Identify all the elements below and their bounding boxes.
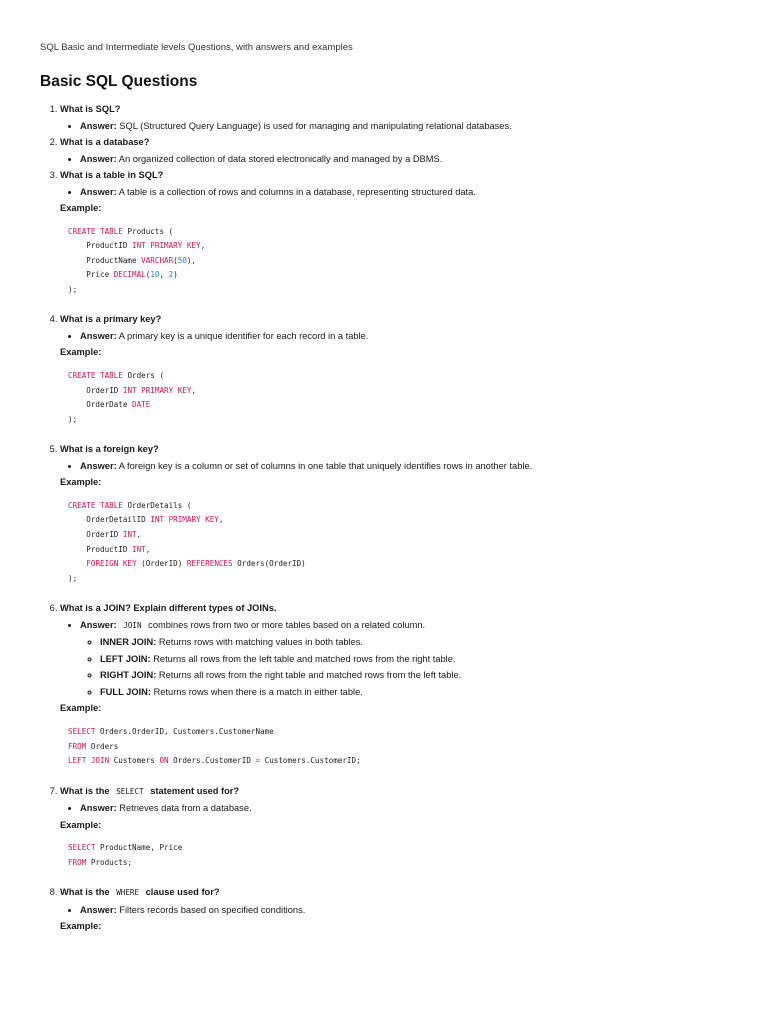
answer-list xyxy=(60,617,728,701)
code-text: Customers.CustomerID; xyxy=(260,756,361,766)
example-label: Example: xyxy=(60,203,102,213)
code-text: Orders xyxy=(86,741,119,751)
answer-label: Answer: xyxy=(80,904,117,915)
join-type-item xyxy=(100,651,728,668)
code-line xyxy=(68,386,196,395)
answer-label: Answer: xyxy=(80,460,117,471)
question-item xyxy=(60,600,728,768)
code-text: ), xyxy=(186,255,197,265)
question-item xyxy=(60,167,728,297)
answer-list xyxy=(60,118,728,135)
question-text-pre: What is the xyxy=(60,887,110,898)
code-line xyxy=(68,241,205,250)
answer-item xyxy=(80,184,728,201)
code-text: ); xyxy=(68,573,78,583)
code-text: Orders.CustomerID xyxy=(168,756,256,766)
code-number: 10 xyxy=(150,270,160,280)
code-line xyxy=(68,501,191,510)
code-keyword: CREATE TABLE xyxy=(68,370,123,380)
join-type-text: Returns rows when there is a match in either table. xyxy=(153,686,363,697)
code-text: OrderDetailID xyxy=(68,515,151,525)
code-keyword: FROM xyxy=(68,857,87,867)
code-keyword: CREATE TABLE xyxy=(68,500,123,510)
join-type-label: INNER JOIN: xyxy=(100,637,157,648)
answer-item xyxy=(80,118,728,135)
question-text: What is a foreign key? xyxy=(60,444,159,455)
question-text-pre: What is the xyxy=(60,785,110,796)
code-text: ) xyxy=(173,270,178,280)
code-keyword: = xyxy=(255,756,261,766)
code-text: ProductID xyxy=(68,544,133,554)
code-text: ( xyxy=(173,255,178,265)
example-label: Example: xyxy=(60,477,102,488)
question-text: What is a database? xyxy=(60,137,150,147)
code-text: ( xyxy=(145,270,151,280)
question-list xyxy=(40,101,728,935)
question-item xyxy=(60,783,728,871)
answer-list xyxy=(60,458,728,475)
answer-label: Answer: xyxy=(80,120,117,131)
code-text: OrderID xyxy=(68,530,123,540)
answer-label: Answer: xyxy=(80,619,117,630)
question-text-post: clause used for? xyxy=(145,887,220,898)
answer-label: Answer: xyxy=(80,186,117,197)
inline-code-where: WHERE xyxy=(116,888,140,898)
code-text: ProductName xyxy=(68,255,142,265)
code-text: OrderID xyxy=(68,385,123,395)
answer-item xyxy=(80,328,728,345)
code-line xyxy=(68,227,173,236)
answer-text: A table is a collection of rows and columns in a database, representing structured data. xyxy=(118,186,476,197)
code-line xyxy=(68,742,118,751)
code-text: , xyxy=(136,530,142,540)
code-keyword: FOREIGN KEY xyxy=(86,559,137,569)
question-text: What is a JOIN? Explain different types of JOINs. xyxy=(60,603,277,614)
code-text: Orders ( xyxy=(122,370,165,380)
question-item xyxy=(60,101,728,134)
code-text: Products; xyxy=(86,857,133,867)
code-line xyxy=(68,530,141,539)
code-line xyxy=(68,574,77,583)
code-text: , xyxy=(145,544,151,554)
join-type-item xyxy=(100,667,728,684)
code-keyword: INT xyxy=(132,544,146,554)
code-text: , xyxy=(200,241,206,251)
code-keyword: SELECT xyxy=(68,726,96,736)
answer-list xyxy=(60,328,728,345)
answer-item xyxy=(80,800,728,817)
code-line xyxy=(68,256,196,265)
code-block-select xyxy=(68,841,728,870)
join-type-text: Returns all rows from the left table and matched rows from the right table. xyxy=(153,653,456,664)
join-type-label: LEFT JOIN: xyxy=(100,653,151,664)
code-line xyxy=(68,727,274,736)
answer-text: A foreign key is a column or set of columns in one table that uniquely identifies rows in another table. xyxy=(118,460,533,471)
code-keyword: CREATE TABLE xyxy=(68,226,123,236)
inline-code-select: SELECT xyxy=(116,786,144,796)
code-line xyxy=(68,545,150,554)
join-type-item xyxy=(100,684,728,701)
code-block-orders xyxy=(68,369,728,427)
join-type-item xyxy=(100,634,728,651)
question-text: What is SQL? xyxy=(60,104,121,114)
question-text xyxy=(60,786,239,796)
answer-list xyxy=(60,800,728,817)
answer-item xyxy=(80,151,728,168)
answer-label: Answer: xyxy=(80,330,117,341)
answer-text: An organized collection of data stored electronically and managed by a DBMS. xyxy=(118,153,443,164)
code-text: , xyxy=(191,385,197,395)
code-keyword: INT xyxy=(122,530,137,540)
code-text: ); xyxy=(68,414,78,424)
code-keyword: LEFT JOIN xyxy=(68,756,110,766)
question-text: What is a primary key? xyxy=(60,314,162,325)
code-text: Price xyxy=(68,270,114,280)
answer-label: Answer: xyxy=(80,153,117,164)
answer-text: Retrieves data from a database. xyxy=(119,803,252,814)
code-keyword: SELECT xyxy=(68,843,96,853)
code-text: ); xyxy=(68,284,78,294)
answer-item xyxy=(80,458,728,475)
join-types-list xyxy=(80,634,728,700)
code-text: OrderDate xyxy=(68,400,133,410)
code-text: Products ( xyxy=(122,226,174,236)
answer-text: combines rows from two or more tables based on a related column. xyxy=(148,619,426,630)
code-line xyxy=(68,270,178,279)
question-text-post: statement used for? xyxy=(150,785,240,796)
question-item xyxy=(60,311,728,427)
code-keyword: ON xyxy=(159,756,169,766)
code-line xyxy=(68,756,361,765)
code-text: OrderDetails ( xyxy=(122,500,192,510)
code-number: 50 xyxy=(177,255,187,265)
code-text: , xyxy=(159,270,169,280)
join-type-text: Returns all rows from the right table and matched rows from the left table. xyxy=(158,670,462,681)
answer-text: A primary key is a unique identifier for each record in a table. xyxy=(118,330,369,341)
answer-label: Answer: xyxy=(80,803,117,814)
answer-text: Filters records based on specified conditions. xyxy=(119,904,306,915)
document-header: SQL Basic and Intermediate levels Questions, with answers and examples xyxy=(40,42,353,53)
answer-list xyxy=(60,151,728,168)
example-label: Example: xyxy=(60,819,102,830)
code-text: , xyxy=(218,515,224,525)
example-label: Example: xyxy=(60,347,102,358)
code-text: Orders(OrderID) xyxy=(232,559,306,569)
code-line xyxy=(68,858,132,867)
code-text: Customers xyxy=(109,756,160,766)
section-title: Basic SQL Questions xyxy=(40,73,198,90)
question-item xyxy=(60,884,728,935)
answer-item xyxy=(80,902,728,919)
code-text xyxy=(68,559,86,568)
code-line xyxy=(68,285,77,294)
code-line xyxy=(68,415,77,424)
code-keyword: INT PRIMARY KEY xyxy=(132,241,201,251)
code-text: ProductID xyxy=(68,241,133,251)
code-text: (OrderID) xyxy=(136,559,187,569)
example-label: Example: xyxy=(60,703,102,714)
answer-list xyxy=(60,902,728,919)
join-type-label: RIGHT JOIN: xyxy=(100,670,157,681)
code-line xyxy=(68,515,223,524)
question-item xyxy=(60,441,728,586)
inline-code-join: JOIN xyxy=(123,620,142,630)
code-number: 2 xyxy=(168,270,174,280)
example-label: Example: xyxy=(60,921,102,932)
code-keyword: DECIMAL xyxy=(113,270,146,280)
code-keyword: INT PRIMARY KEY xyxy=(150,515,219,525)
code-block-orderdetails xyxy=(68,499,728,587)
code-block-join xyxy=(68,725,728,769)
question-item xyxy=(60,134,728,167)
code-keyword: VARCHAR xyxy=(141,255,174,265)
code-line xyxy=(68,843,182,852)
join-type-label: FULL JOIN: xyxy=(100,686,151,697)
code-keyword: INT PRIMARY KEY xyxy=(122,385,192,395)
code-text: Orders.OrderID, Customers.CustomerName xyxy=(95,726,274,736)
code-keyword: DATE xyxy=(132,400,151,410)
code-text: ProductName, Price xyxy=(95,843,183,853)
code-line xyxy=(68,371,164,380)
answer-text: SQL (Structured Query Language) is used for managing and manipulating relational databases. xyxy=(119,120,512,131)
code-block-products xyxy=(68,225,728,298)
code-keyword: FROM xyxy=(68,741,87,751)
question-text: What is a table in SQL? xyxy=(60,170,164,180)
code-keyword: REFERENCES xyxy=(186,559,233,569)
answer-list xyxy=(60,184,728,201)
join-type-text: Returns rows with matching values in both tables. xyxy=(158,637,364,648)
question-text xyxy=(60,887,220,897)
answer-item xyxy=(80,617,728,701)
code-line xyxy=(68,400,150,409)
code-line xyxy=(68,559,306,568)
